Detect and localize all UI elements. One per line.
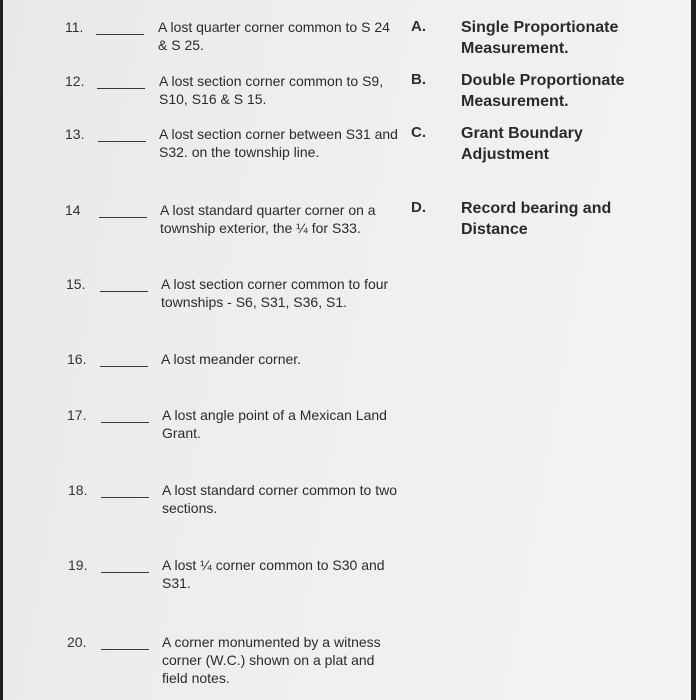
- option-letter: B.: [411, 71, 426, 88]
- answer-blank[interactable]: [100, 366, 148, 367]
- question-number: 15.: [66, 276, 86, 292]
- question-text: A lost section corner common to S9, S10, S16 & S 15.: [159, 73, 384, 107]
- answer-blank[interactable]: [97, 88, 145, 89]
- answer-blank[interactable]: [98, 141, 146, 142]
- option-letter: C.: [411, 124, 426, 141]
- answer-blank[interactable]: [101, 422, 149, 423]
- question-text: A lost standard quarter corner on a township exterior, the ¼ for S33.: [160, 202, 376, 236]
- question-text: A lost section corner between S31 and S32. on the township line.: [159, 126, 398, 160]
- question-text: A lost standard corner common to two sections.: [162, 482, 397, 516]
- question-number: 20.: [67, 634, 87, 650]
- worksheet: [3, 0, 691, 700]
- question-number: 17.: [67, 407, 87, 423]
- question-text: A lost section corner common to four townships - S6, S31, S36, S1.: [161, 276, 389, 310]
- question-number: 11.: [65, 19, 84, 35]
- question-number: 16.: [67, 351, 87, 367]
- answer-blank[interactable]: [96, 34, 144, 35]
- option-label: Double Proportionate Measurement.: [461, 72, 625, 110]
- question-number: 12.: [65, 73, 85, 89]
- question-number: 18.: [68, 482, 88, 498]
- answer-blank[interactable]: [101, 572, 149, 573]
- option-label: Record bearing and Distance: [461, 200, 612, 238]
- option-label: Grant Boundary Adjustment: [461, 125, 583, 163]
- answer-blank[interactable]: [101, 497, 149, 498]
- question-text: A lost quarter corner common to S 24 & S 25.: [158, 19, 390, 53]
- answer-blank[interactable]: [101, 649, 149, 650]
- option-label: Single Proportionate Measurement.: [461, 19, 619, 57]
- question-number: 14: [65, 202, 81, 218]
- answer-blank[interactable]: [99, 217, 147, 218]
- option-letter: A.: [411, 18, 426, 35]
- option-letter: D.: [411, 199, 426, 216]
- question-number: 19.: [68, 557, 88, 573]
- question-text: A lost ¼ corner common to S30 and S31.: [162, 557, 385, 591]
- question-number: 13.: [65, 126, 85, 142]
- question-text: A lost meander corner.: [161, 351, 302, 367]
- answer-blank[interactable]: [100, 291, 148, 292]
- question-text: A lost angle point of a Mexican Land Grant.: [162, 407, 387, 441]
- question-text: A corner monumented by a witness corner (W.C.) shown on a plat and field notes.: [162, 634, 381, 686]
